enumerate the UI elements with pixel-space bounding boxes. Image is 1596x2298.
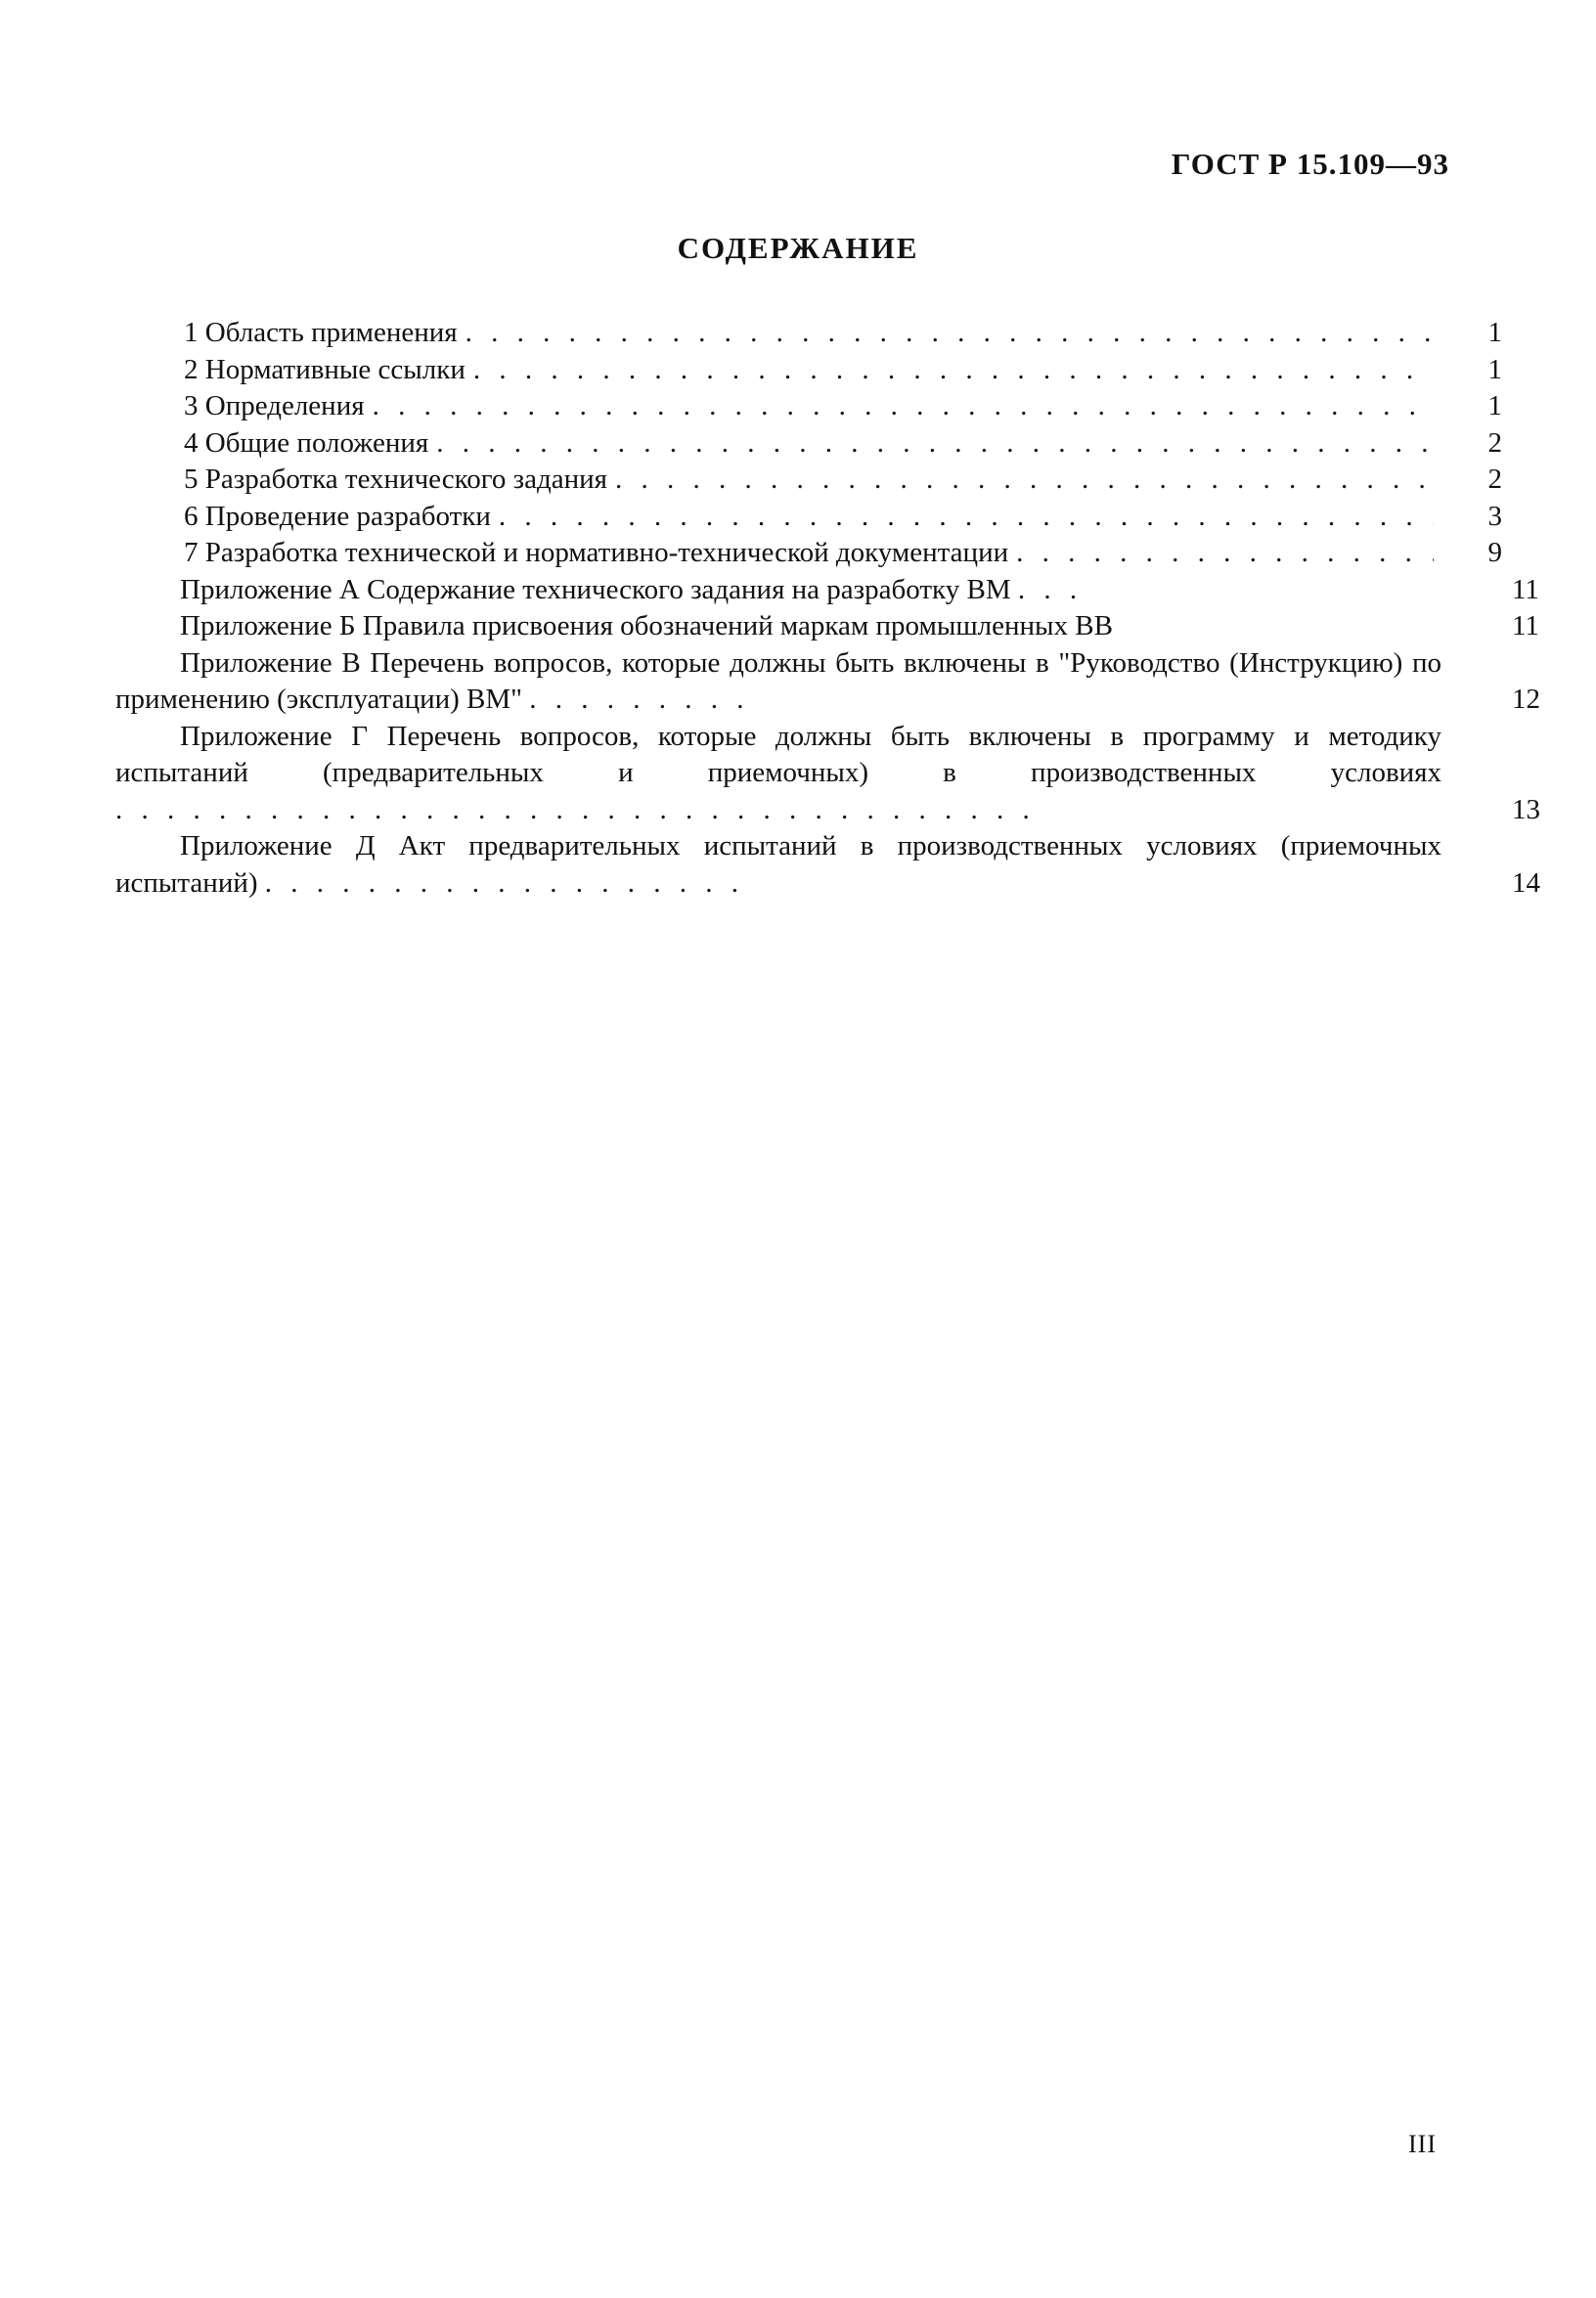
toc-entry-text: Приложение Б Правила присвоения обозначений маркам промышленных ВВ [180,610,1113,641]
toc-entry[interactable] [115,535,1502,572]
table-of-contents [115,315,1540,902]
toc-entry-text: 7 Разработка технической и нормативно-технической документации [184,537,1009,568]
dot-leader [615,462,1434,499]
toc-entry[interactable] [115,388,1502,425]
toc-page-number: 1 [1487,353,1502,385]
toc-entry[interactable] [115,425,1502,463]
toc-page-number: 3 [1487,500,1502,532]
toc-page-number: 12 [1512,684,1540,715]
toc-page-number: 13 [1512,793,1540,825]
toc-page-number: 2 [1487,464,1502,495]
toc-entry-text: Приложение Д Акт предварительных испытаний в производственных условиях (приемочных испытаний) [115,830,1441,899]
toc-page-number: 2 [1487,426,1502,459]
toc-page-number: 11 [1512,610,1539,641]
dot-leader [1016,535,1434,572]
toc-entry-text: 6 Проведение разработки [184,500,491,532]
toc-page-number: 9 [1487,537,1502,568]
toc-entry[interactable] [115,462,1502,499]
dot-leader [466,315,1434,352]
dot-leader: . . . . . . . . . . . . . . . . . . . . . . . . . . . . . . . . . . . . [115,793,1036,825]
page-folio: III [1408,2130,1437,2158]
toc-title: СОДЕРЖАНИЕ [677,231,919,265]
dot-leader: . . . . . . . . . [529,684,750,715]
toc-entry-text: Приложение Г Перечень вопросов, которые должны быть включены в программу и методику испытаний (предварительных и приемочных) в производственных условиях [115,720,1441,788]
toc-entry-appendix[interactable] [115,608,1539,645]
dot-leader: . . . [1017,573,1084,605]
toc-entry[interactable] [115,315,1502,352]
toc-page-number: 11 [1512,573,1539,605]
toc-entry-appendix[interactable] [115,645,1540,719]
dot-leader [436,425,1434,463]
toc-page-number: 1 [1487,317,1502,348]
toc-entry-text: Приложение А Содержание технического задания на разработку ВМ [180,573,1011,605]
toc-entry-text: 2 Нормативные ссылки [184,353,466,385]
toc-entry-text: 1 Область применения [184,317,458,348]
dot-leader [499,499,1434,536]
toc-entry-appendix[interactable] [115,719,1540,829]
toc-page-number: 14 [1512,866,1540,899]
toc-page-number: 1 [1487,390,1502,421]
document-code: ГОСТ Р 15.109—93 [1171,147,1449,181]
toc-entry-text: Приложение В Перечень вопросов, которые должны быть включены в "Руководство (Инструкцию) по применению (эксплуатации) ВМ" [115,646,1441,715]
toc-entry-text: 3 Определения [184,390,365,421]
toc-entry-text: 4 Общие положения [184,426,429,459]
toc-entry-text: 5 Разработка технического задания [184,464,608,495]
toc-entry[interactable] [115,499,1502,536]
toc-entry-appendix[interactable] [115,572,1539,609]
dot-leader: . . . . . . . . . . . . . . . . . . . [264,866,745,899]
toc-entry-appendix[interactable] [115,828,1540,902]
dot-leader [373,388,1434,425]
dot-leader [473,352,1434,389]
toc-entry[interactable] [115,352,1502,389]
